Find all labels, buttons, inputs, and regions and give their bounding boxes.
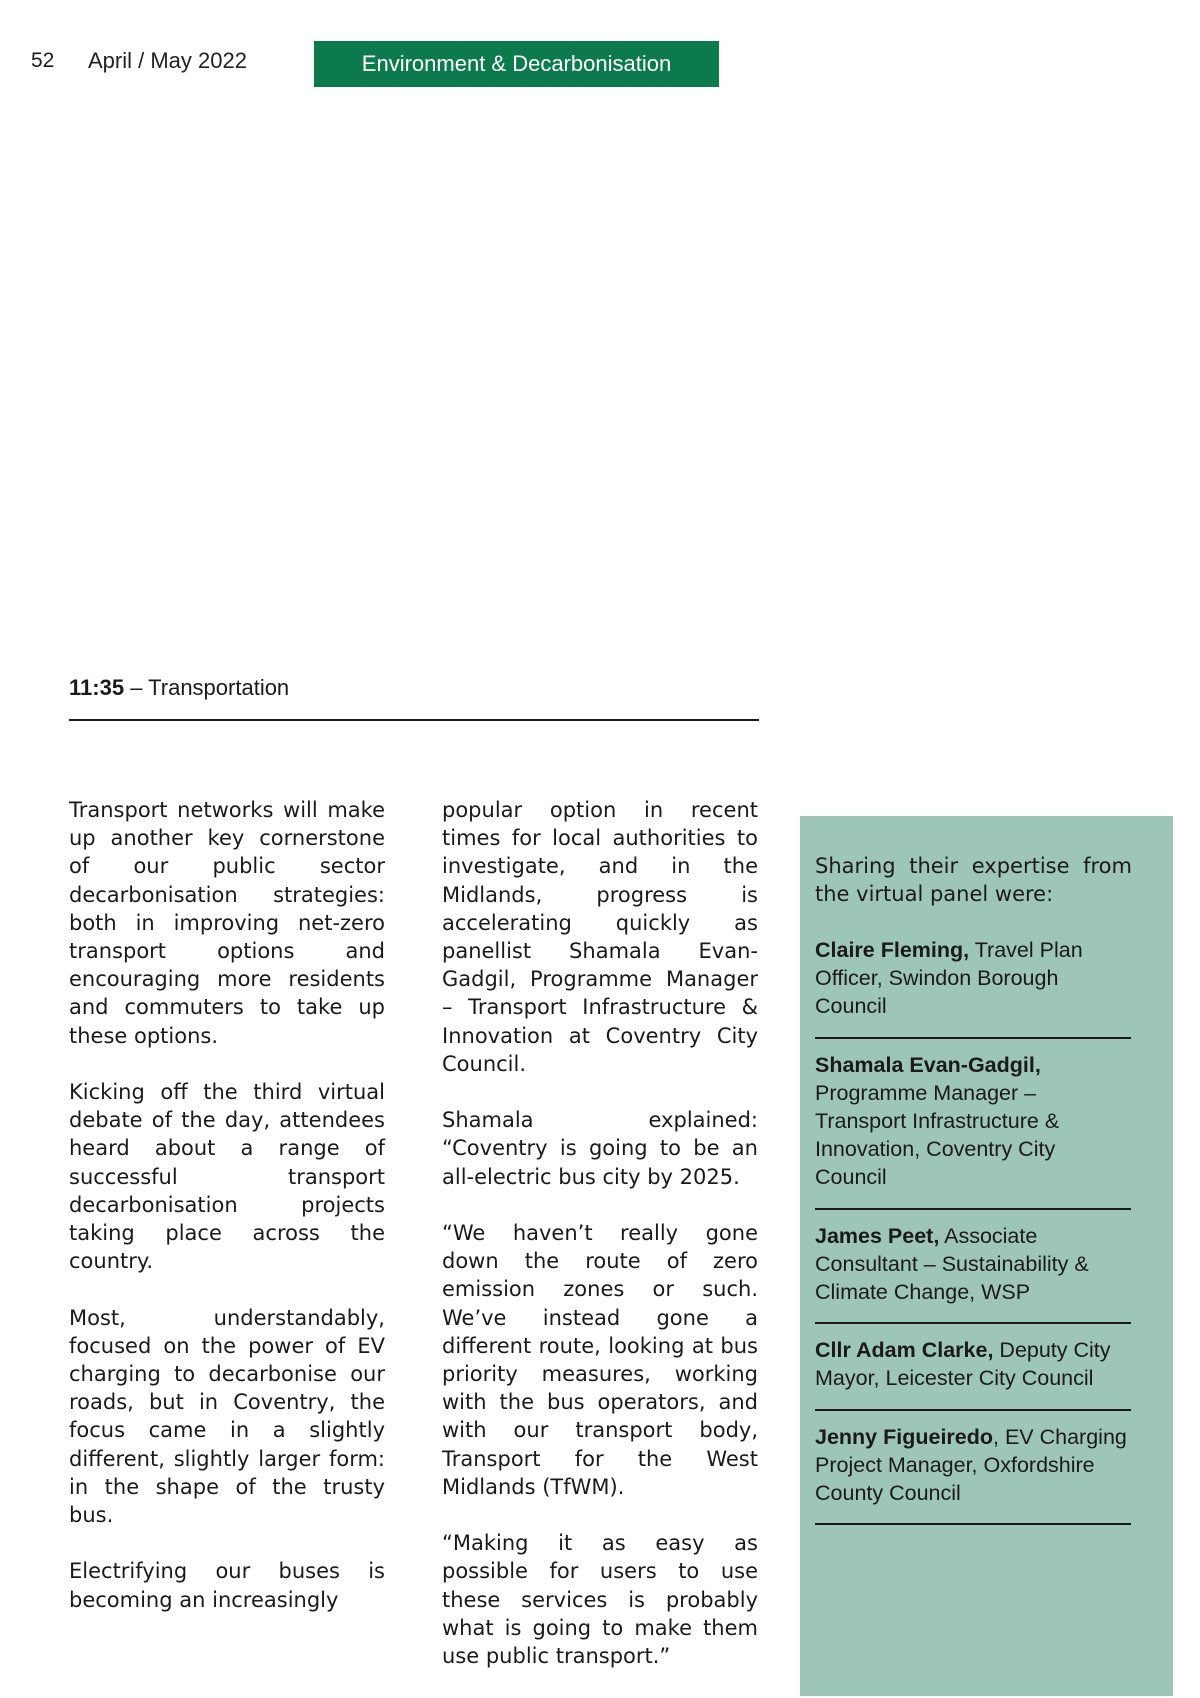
- panelist-list: [815, 936, 1131, 1537]
- panelist-name: Shamala Evan-Gadgil,: [815, 1052, 1041, 1077]
- article-paragraph: Shamala explained: “Coventry is going to be an all-electric bus city by 2025.: [442, 1108, 758, 1189]
- session-time: 11:35: [69, 675, 125, 700]
- panelist-role: Deputy City Mayor, Leicester City Council: [815, 1338, 1111, 1391]
- article-paragraph: Electrifying our buses is becoming an increasingly: [69, 1559, 385, 1612]
- panelist-role: , EV Charging Project Manager, Oxfordshire County Council: [815, 1424, 1127, 1506]
- section-tag: Environment & Decarbonisation: [314, 41, 719, 87]
- article-column-2: [442, 796, 758, 1698]
- panelist-role: Programme Manager – Transport Infrastructure & Innovation, Coventry City Council: [815, 1080, 1060, 1190]
- panelist-name: Jenny Figueiredo: [815, 1424, 994, 1449]
- panel-intro: Sharing their expertise from the virtual panel were:: [815, 854, 1132, 907]
- article-paragraph: Kicking off the third virtual debate of the day, attendees heard about a range of successful transport decarbonisation projects taking place across the country.: [69, 1080, 385, 1274]
- article-paragraph: “Making it as easy as possible for users to use these services is probably what is going to make them use public transport.”: [442, 1531, 758, 1669]
- divider: [69, 719, 759, 721]
- article-column-1: [69, 796, 385, 1642]
- page-number: 52: [31, 49, 55, 72]
- panelist-name: Cllr Adam Clarke,: [815, 1338, 994, 1363]
- issue-date: April / May 2022: [88, 48, 247, 73]
- article-paragraph: “We haven’t really gone down the route of zero emission zones or such. We’ve instead gone a different route, looking at bus priority measures, working with the bus operators, and with our transport body, Transport for the West Midlands (TfWM).: [442, 1221, 758, 1499]
- panelist-item: [815, 1051, 1131, 1210]
- panelist-name: Claire Fleming,: [815, 938, 970, 962]
- article-paragraph: Transport networks will make up another key cornerstone of our public sector decarbonisation strategies: both in improving net-zero transport options and encouraging more residents and commuters to take up these options.: [69, 798, 385, 1048]
- panelist-item: [815, 936, 1131, 1039]
- session-title: – Transportation: [130, 675, 290, 700]
- panelist-role: Associate Consultant – Sustainability & Climate Change, WSP: [815, 1223, 1089, 1305]
- panelist-role: Travel Plan Officer, Swindon Borough Council: [815, 938, 1083, 1019]
- panelist-name: James Peet,: [815, 1223, 940, 1248]
- panelists-sidebar: [800, 816, 1173, 1696]
- article-paragraph: Most, understandably, focused on the power of EV charging to decarbonise our roads, but in Coventry, the focus came in a slightly different, slightly larger form: in the shape of the trusty bus.: [69, 1305, 385, 1528]
- session-heading: [69, 675, 289, 701]
- panelist-item: [815, 1423, 1131, 1526]
- panelist-item: [815, 1336, 1131, 1410]
- panelist-item: [815, 1222, 1131, 1325]
- article-paragraph: popular option in recent times for local authorities to investigate, and in the Midlands, progress is accelerating quickly as panellist Shamala Evan-Gadgil, Programme Manager – Transport Infrastructure & Innovation at Coventry City Council.: [442, 798, 758, 1076]
